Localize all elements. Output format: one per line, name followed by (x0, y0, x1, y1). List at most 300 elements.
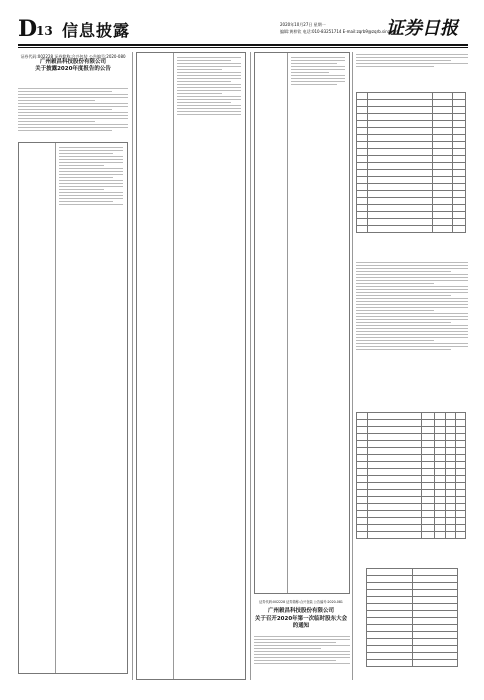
table-cell (433, 198, 453, 205)
table-cell (433, 163, 453, 170)
table-cell (367, 434, 422, 441)
table-cell (357, 177, 368, 184)
table-cell (422, 420, 435, 427)
table-cell (456, 518, 466, 525)
table-cell (357, 100, 368, 107)
table-cell (452, 135, 465, 142)
table-row (357, 128, 466, 135)
column-divider (132, 52, 133, 680)
table-cell (367, 583, 413, 590)
table-cell (433, 107, 453, 114)
table-cell (433, 114, 453, 121)
table-cell (435, 497, 446, 504)
table-row (367, 611, 458, 618)
table-cell (446, 532, 456, 539)
table-row (357, 135, 466, 142)
table-cell (452, 205, 465, 212)
table-cell (456, 420, 466, 427)
column-4-text-top (356, 54, 468, 69)
table-cell (367, 93, 432, 100)
table-cell (412, 569, 458, 576)
table-cell (435, 413, 446, 420)
table-cell (422, 434, 435, 441)
table-row (357, 497, 466, 504)
table-cell (422, 427, 435, 434)
table-row (367, 569, 458, 576)
table-cell (456, 462, 466, 469)
table-cell (357, 525, 368, 532)
table-row (357, 420, 466, 427)
table-cell (367, 100, 432, 107)
table-cell (452, 163, 465, 170)
table-cell (367, 226, 432, 233)
table-cell (435, 483, 446, 490)
table-row (357, 469, 466, 476)
table-row (357, 212, 466, 219)
table-cell (433, 219, 453, 226)
table-cell (367, 413, 422, 420)
table-row (357, 100, 466, 107)
table-cell (367, 212, 432, 219)
table-cell (367, 532, 422, 539)
announcement-2-title: 关于召开2020年第一次临时股东大会的通知 (254, 616, 348, 629)
table-cell (422, 413, 435, 420)
table-cell (357, 93, 368, 100)
table-cell (456, 448, 466, 455)
table-cell (433, 205, 453, 212)
table-cell (367, 455, 422, 462)
table-cell (367, 107, 432, 114)
table-cell (367, 149, 432, 156)
table-row (357, 93, 466, 100)
table-cell (433, 184, 453, 191)
column-2-table (136, 52, 246, 680)
table-cell (452, 198, 465, 205)
table-cell (412, 639, 458, 646)
table-cell (446, 490, 456, 497)
table-cell (422, 525, 435, 532)
column-4 (356, 52, 468, 680)
table-row (357, 413, 466, 420)
table-row (357, 518, 466, 525)
table-row (357, 476, 466, 483)
table-row (357, 427, 466, 434)
table-cell (446, 469, 456, 476)
table-row (367, 646, 458, 653)
table-cell (446, 462, 456, 469)
table-row (357, 205, 466, 212)
table-cell (452, 170, 465, 177)
table-cell (357, 504, 368, 511)
table-cell (367, 198, 432, 205)
table-row (367, 597, 458, 604)
table-cell (435, 518, 446, 525)
column-divider (352, 52, 353, 680)
table-row (357, 121, 466, 128)
table-cell (452, 177, 465, 184)
table-row (357, 198, 466, 205)
table-cell (452, 107, 465, 114)
table-cell (446, 427, 456, 434)
table-cell (433, 142, 453, 149)
table-row (367, 618, 458, 625)
table-cell (433, 212, 453, 219)
table-cell (367, 497, 422, 504)
announcement-1-header: 证券代码:002228 证券简称:合兴包装 公告编号:2020-080 (20, 54, 126, 59)
table-cell (367, 205, 432, 212)
table-cell (422, 441, 435, 448)
table-row (367, 639, 458, 646)
table-cell (435, 511, 446, 518)
table-row (367, 660, 458, 667)
masthead-rule (18, 44, 468, 46)
table-cell (357, 490, 368, 497)
table-row (367, 632, 458, 639)
table-cell (433, 149, 453, 156)
table-cell (412, 646, 458, 653)
table-cell (422, 469, 435, 476)
table-cell (367, 646, 413, 653)
table-cell (357, 226, 368, 233)
table-cell (456, 413, 466, 420)
table-cell (456, 490, 466, 497)
table-row (357, 114, 466, 121)
table-cell (422, 476, 435, 483)
table-cell (357, 462, 368, 469)
column-divider (250, 52, 251, 680)
table-cell (412, 660, 458, 667)
table-cell (446, 504, 456, 511)
table-cell (367, 427, 422, 434)
table-cell (357, 448, 368, 455)
table-cell (367, 660, 413, 667)
table-row (357, 170, 466, 177)
table-row (357, 191, 466, 198)
column-3-table (254, 52, 350, 594)
table-cell (456, 483, 466, 490)
table-cell (357, 128, 368, 135)
table-cell (412, 632, 458, 639)
table-cell (452, 93, 465, 100)
table-row (357, 177, 466, 184)
table-cell (446, 441, 456, 448)
table-cell (357, 205, 368, 212)
table-cell (357, 135, 368, 142)
table-cell (367, 448, 422, 455)
section-number: 13 (36, 24, 53, 38)
table-cell (367, 518, 422, 525)
table-row (367, 583, 458, 590)
table-cell (435, 476, 446, 483)
table-cell (357, 420, 368, 427)
table-cell (412, 618, 458, 625)
masthead (18, 14, 468, 48)
proposal-table-2 (356, 412, 466, 539)
table-cell (446, 455, 456, 462)
table-cell (435, 490, 446, 497)
table-cell (357, 191, 368, 198)
table-row (357, 483, 466, 490)
table-row (357, 462, 466, 469)
table-cell (433, 128, 453, 135)
table-cell (412, 597, 458, 604)
table-cell (367, 611, 413, 618)
table-cell (433, 177, 453, 184)
table-row (367, 625, 458, 632)
table-row (357, 490, 466, 497)
section-title: 信息披露 (62, 21, 131, 40)
table-row (357, 156, 466, 163)
table-cell (367, 604, 413, 611)
table-row (357, 219, 466, 226)
table-cell (446, 525, 456, 532)
table-cell (452, 121, 465, 128)
table-cell (367, 597, 413, 604)
table-cell (446, 483, 456, 490)
table-cell (357, 219, 368, 226)
table-cell (422, 518, 435, 525)
table-cell (367, 420, 422, 427)
table-cell (357, 497, 368, 504)
table-cell (367, 156, 432, 163)
column-2 (136, 52, 246, 680)
table-cell (367, 525, 422, 532)
table-cell (456, 504, 466, 511)
table-cell (357, 163, 368, 170)
table-cell (422, 483, 435, 490)
column-1-text (18, 88, 128, 133)
table-cell (367, 569, 413, 576)
table-cell (435, 455, 446, 462)
table-cell (435, 434, 446, 441)
table-cell (446, 497, 456, 504)
table-cell (452, 114, 465, 121)
table-cell (446, 518, 456, 525)
table-cell (456, 511, 466, 518)
table-row (357, 163, 466, 170)
announcement-1-company: 广州毅昌科技股份有限公司 (39, 59, 106, 65)
table-cell (433, 226, 453, 233)
table-cell (433, 156, 453, 163)
table-row (367, 604, 458, 611)
table-row (357, 511, 466, 518)
table-row (357, 142, 466, 149)
table-cell (357, 184, 368, 191)
table-cell (367, 114, 432, 121)
announcement-2-company: 广州毅昌科技股份有限公司 (267, 608, 334, 614)
table-cell (367, 625, 413, 632)
table-cell (367, 483, 422, 490)
table-cell (452, 149, 465, 156)
table-row (357, 455, 466, 462)
table-row (357, 532, 466, 539)
table-row (367, 590, 458, 597)
table-cell (367, 511, 422, 518)
table-cell (456, 525, 466, 532)
table-cell (446, 476, 456, 483)
table-cell (357, 511, 368, 518)
table-row (357, 448, 466, 455)
table-cell (456, 427, 466, 434)
column-3 (254, 52, 350, 680)
table-cell (412, 583, 458, 590)
table-row (357, 184, 466, 191)
table-cell (456, 497, 466, 504)
table-cell (367, 170, 432, 177)
table-cell (357, 413, 368, 420)
announcement-2-header: 证券代码:002228 证券简称:合兴包装 公告编号:2020-081 (259, 600, 343, 604)
table-cell (452, 212, 465, 219)
table-cell (452, 100, 465, 107)
table-cell (367, 590, 413, 597)
table-cell (435, 441, 446, 448)
table-cell (422, 532, 435, 539)
table-cell (357, 156, 368, 163)
table-cell (412, 611, 458, 618)
table-cell (357, 142, 368, 149)
table-cell (357, 532, 368, 539)
table-cell (412, 653, 458, 660)
table-cell (456, 532, 466, 539)
table-cell (452, 191, 465, 198)
table-cell (456, 455, 466, 462)
table-cell (357, 121, 368, 128)
table-cell (435, 420, 446, 427)
table-cell (433, 135, 453, 142)
table-cell (367, 121, 432, 128)
table-cell (433, 100, 453, 107)
table-cell (422, 455, 435, 462)
table-cell (422, 462, 435, 469)
table-cell (435, 427, 446, 434)
table-cell (412, 604, 458, 611)
table-cell (422, 504, 435, 511)
table-cell (367, 504, 422, 511)
table-cell (435, 532, 446, 539)
table-cell (433, 191, 453, 198)
table-row (357, 504, 466, 511)
newspaper-logo: 证券日报 (386, 18, 458, 39)
section-letter: D (18, 16, 38, 42)
table-row (357, 434, 466, 441)
table-row (357, 226, 466, 233)
table-cell (452, 226, 465, 233)
table-cell (456, 441, 466, 448)
table-cell (357, 483, 368, 490)
table-cell (446, 420, 456, 427)
table-cell (452, 219, 465, 226)
table-cell (446, 434, 456, 441)
table-cell (446, 511, 456, 518)
table-row (357, 525, 466, 532)
table-cell (367, 576, 413, 583)
table-cell (367, 135, 432, 142)
table-cell (357, 149, 368, 156)
table-cell (357, 107, 368, 114)
table-cell (456, 476, 466, 483)
table-cell (367, 191, 432, 198)
table-cell (435, 462, 446, 469)
table-cell (422, 511, 435, 518)
table-cell (357, 114, 368, 121)
masthead-rule-thin (18, 47, 468, 48)
table-cell (433, 121, 453, 128)
table-row (357, 107, 466, 114)
table-cell (357, 198, 368, 205)
column-1 (18, 52, 128, 680)
table-cell (367, 462, 422, 469)
table-cell (367, 476, 422, 483)
proposal-table-1 (356, 92, 466, 233)
table-cell (422, 490, 435, 497)
table-row (367, 576, 458, 583)
table-cell (452, 142, 465, 149)
table-cell (367, 177, 432, 184)
table-cell (367, 441, 422, 448)
table-cell (357, 212, 368, 219)
table-cell (412, 625, 458, 632)
announcement-2-text (254, 636, 350, 666)
table-cell (446, 413, 456, 420)
table-row (357, 441, 466, 448)
table-cell (452, 184, 465, 191)
table-cell (357, 434, 368, 441)
table-cell (435, 504, 446, 511)
table-cell (422, 448, 435, 455)
table-cell (367, 632, 413, 639)
table-cell (456, 469, 466, 476)
table-cell (435, 448, 446, 455)
table-cell (435, 469, 446, 476)
table-cell (367, 128, 432, 135)
table-cell (367, 219, 432, 226)
table-row (367, 653, 458, 660)
table-cell (357, 518, 368, 525)
table-cell (435, 525, 446, 532)
table-cell (357, 441, 368, 448)
table-cell (412, 576, 458, 583)
column-4-text-middle (356, 262, 468, 352)
table-cell (412, 590, 458, 597)
date-line: 2020年10月27日 星期一 (280, 22, 326, 27)
table-cell (433, 93, 453, 100)
table-cell (433, 170, 453, 177)
table-cell (367, 163, 432, 170)
table-cell (446, 448, 456, 455)
table-cell (367, 490, 422, 497)
contact-line: 编辑:黄梓钦 电话:010-83251714 E-mail:zqrb9@zqrb.sina.net (280, 29, 399, 34)
table-cell (357, 455, 368, 462)
proxy-form-table (366, 568, 458, 667)
table-row (357, 149, 466, 156)
table-cell (367, 184, 432, 191)
table-cell (367, 469, 422, 476)
table-cell (422, 497, 435, 504)
table-cell (367, 618, 413, 625)
announcement-1-title: 关于披露2020年度报告的公告 (35, 65, 111, 72)
table-cell (367, 142, 432, 149)
table-cell (367, 639, 413, 646)
table-cell (456, 434, 466, 441)
table-cell (367, 653, 413, 660)
table-cell (452, 156, 465, 163)
table-cell (357, 476, 368, 483)
column-1-table (18, 142, 128, 674)
table-cell (452, 128, 465, 135)
table-cell (357, 170, 368, 177)
table-cell (357, 469, 368, 476)
table-cell (357, 427, 368, 434)
